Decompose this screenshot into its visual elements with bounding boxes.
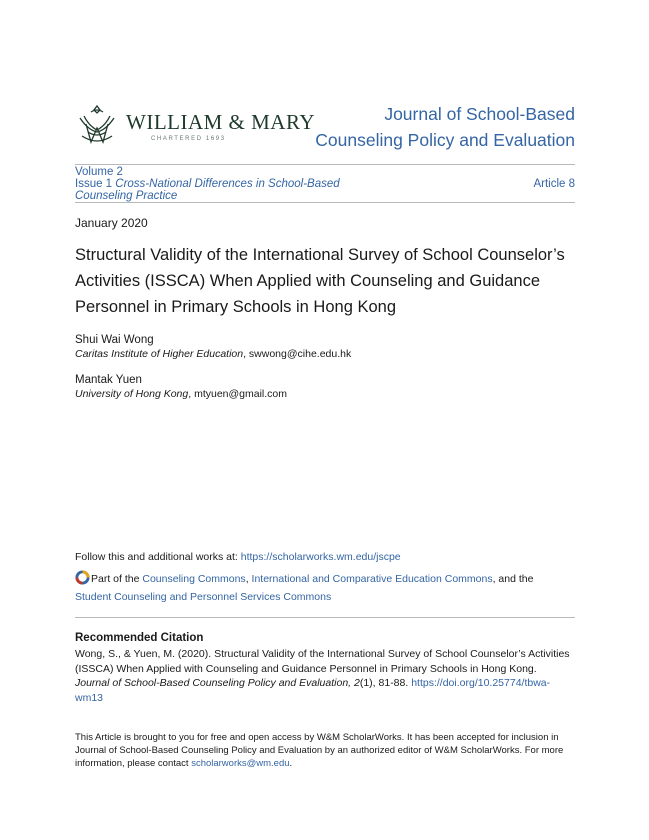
citation-heading: Recommended Citation <box>75 632 204 644</box>
international-education-commons-link[interactable]: International and Comparative Education Commons <box>251 573 493 585</box>
footer-end: . <box>289 758 293 769</box>
student-counseling-commons-link[interactable]: Student Counseling and Personnel Services Commons <box>75 591 332 603</box>
citation-main: Wong, S., & Yuen, M. (2020). Structural Validity of the International Survey of School Counselor’s Activities (ISSCA) When Applied with Counseling and Guidance Personnel in Primary Schools in Hong Kong. <box>75 648 570 675</box>
digital-commons-icon <box>75 570 90 585</box>
logo-subtitle: CHARTERED 1693 <box>151 136 226 142</box>
top-divider <box>75 164 575 165</box>
journal-title-link[interactable]: Journal of School-Based Counseling Policy and Evaluation <box>315 104 575 150</box>
counseling-commons-link[interactable]: Counseling Commons <box>142 573 246 585</box>
paper-title: Structural Validity of the International Survey of School Counselor’s Activities (ISSCA) When Applied with Counseling and Guidance Personnel in Primary Schools in Hong Kong <box>75 246 565 316</box>
issue-link[interactable]: Issue 1 <box>75 178 113 190</box>
part-of-line <box>75 570 575 606</box>
author-email: , mtyuen@gmail.com <box>188 388 288 400</box>
cypher-crest-icon <box>74 102 120 148</box>
collection-link[interactable]: https://scholarworks.wm.edu/jscpe <box>240 551 401 563</box>
doi-link[interactable]: https://doi.org/10.25774/tbwa-wm13 <box>75 677 551 704</box>
citation-divider <box>75 617 575 618</box>
contact-email-link[interactable]: scholarworks@wm.edu <box>191 758 290 769</box>
william-and-mary-logo <box>74 102 314 148</box>
affiliation-name: Caritas Institute of Higher Education <box>75 348 244 360</box>
separator: , and the <box>492 573 534 585</box>
author-email: , swwong@cihe.edu.hk <box>243 348 352 360</box>
publication-date: January 2020 <box>75 216 148 230</box>
author-affiliation <box>75 348 351 360</box>
follow-line <box>75 551 401 563</box>
citation-text <box>75 647 575 705</box>
logo-name: WILLIAM & MARY <box>126 110 315 134</box>
author-name: Shui Wai Wong <box>75 334 154 346</box>
issue-divider <box>75 202 575 203</box>
partof-prefix: Part of the <box>91 573 143 585</box>
volume-link[interactable]: Volume 2 <box>75 166 123 178</box>
citation-journal: Journal of School-Based Counseling Policy and Evaluation, 2 <box>75 677 360 689</box>
follow-text: Follow this and additional works at: <box>75 551 241 563</box>
author-affiliation <box>75 388 287 400</box>
issue-title-link[interactable]: Cross-National Differences in School-Based Counseling Practice <box>75 178 340 202</box>
author-name: Mantak Yuen <box>75 374 142 386</box>
footer-note <box>75 731 575 770</box>
issue-info <box>75 166 375 202</box>
separator: , <box>245 573 252 585</box>
footer-text: This Article is brought to you for free and open access by W&M ScholarWorks. It has been accepted for inclusion in Journal of School-Based Counseling Policy and Evaluation by an authorized editor of W&M ScholarWorks. For more information, please contact <box>75 732 564 769</box>
citation-issue-pages: (1), 81-88. <box>359 677 412 689</box>
affiliation-name: University of Hong Kong <box>75 388 189 400</box>
article-number-link[interactable]: Article 8 <box>533 178 575 190</box>
